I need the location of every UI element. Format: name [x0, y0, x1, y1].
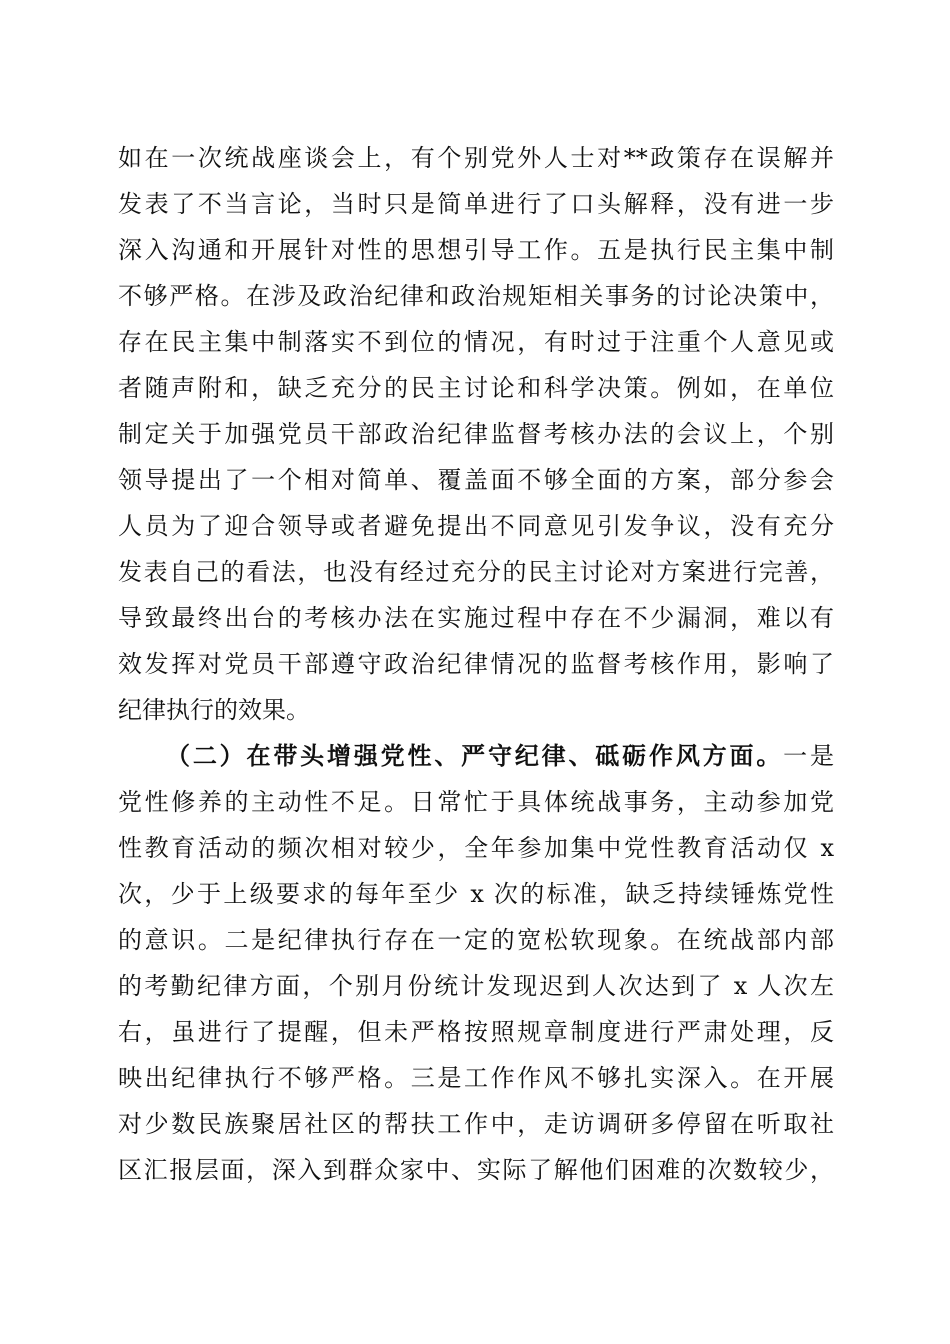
body-line: 的意识。二是纪律执行存在一定的宽松软现象。在统战部内部	[118, 926, 834, 954]
body-line: 如在一次统战座谈会上，有个别党外人士对**政策存在误解并	[118, 144, 834, 172]
body-line: 右，虽进行了提醒，但未严格按照规章制度进行严肃处理，反	[118, 1018, 834, 1046]
body-line: 的考勤纪律方面，个别月份统计发现迟到人次达到了 x 人次左	[118, 972, 834, 1000]
body-line: 性教育活动的频次相对较少，全年参加集中党性教育活动仅 x	[118, 834, 834, 862]
section-heading: （二）在带头增强党性、严守纪律、砥砺作风方面。	[166, 741, 784, 770]
section-heading-line	[166, 733, 834, 779]
section-heading-tail: 一是	[783, 742, 835, 770]
body-line: 党性修养的主动性不足。日常忙于具体统战事务，主动参加党	[118, 788, 834, 816]
body-line: 存在民主集中制落实不到位的情况，有时过于注重个人意见或	[118, 328, 834, 356]
body-line: 对少数民族聚居社区的帮扶工作中，走访调研多停留在听取社	[118, 1110, 834, 1138]
body-line: 次，少于上级要求的每年至少 x 次的标准，缺乏持续锤炼党性	[118, 880, 834, 908]
body-line: 不够严格。在涉及政治纪律和政治规矩相关事务的讨论决策中，	[118, 282, 834, 310]
body-line: 制定关于加强党员干部政治纪律监督考核办法的会议上，个别	[118, 420, 834, 448]
body-line: 深入沟通和开展针对性的思想引导工作。五是执行民主集中制	[118, 236, 834, 264]
body-line: 人员为了迎合领导或者避免提出不同意见引发争议，没有充分	[118, 512, 834, 540]
body-line: 导致最终出台的考核办法在实施过程中存在不少漏洞，难以有	[118, 604, 834, 632]
body-line: 发表自己的看法，也没有经过充分的民主讨论对方案进行完善，	[118, 558, 834, 586]
body-line: 区汇报层面，深入到群众家中、实际了解他们困难的次数较少，	[118, 1156, 834, 1184]
body-line: 领导提出了一个相对简单、覆盖面不够全面的方案，部分参会	[118, 466, 834, 494]
body-line: 效发挥对党员干部遵守政治纪律情况的监督考核作用，影响了	[118, 650, 834, 678]
body-line: 发表了不当言论，当时只是简单进行了口头解释，没有进一步	[118, 190, 834, 218]
body-line: 映出纪律执行不够严格。三是工作作风不够扎实深入。在开展	[118, 1064, 834, 1092]
body-line: 者随声附和，缺乏充分的民主讨论和科学决策。例如，在单位	[118, 374, 834, 402]
body-line: 纪律执行的效果。	[118, 696, 310, 724]
